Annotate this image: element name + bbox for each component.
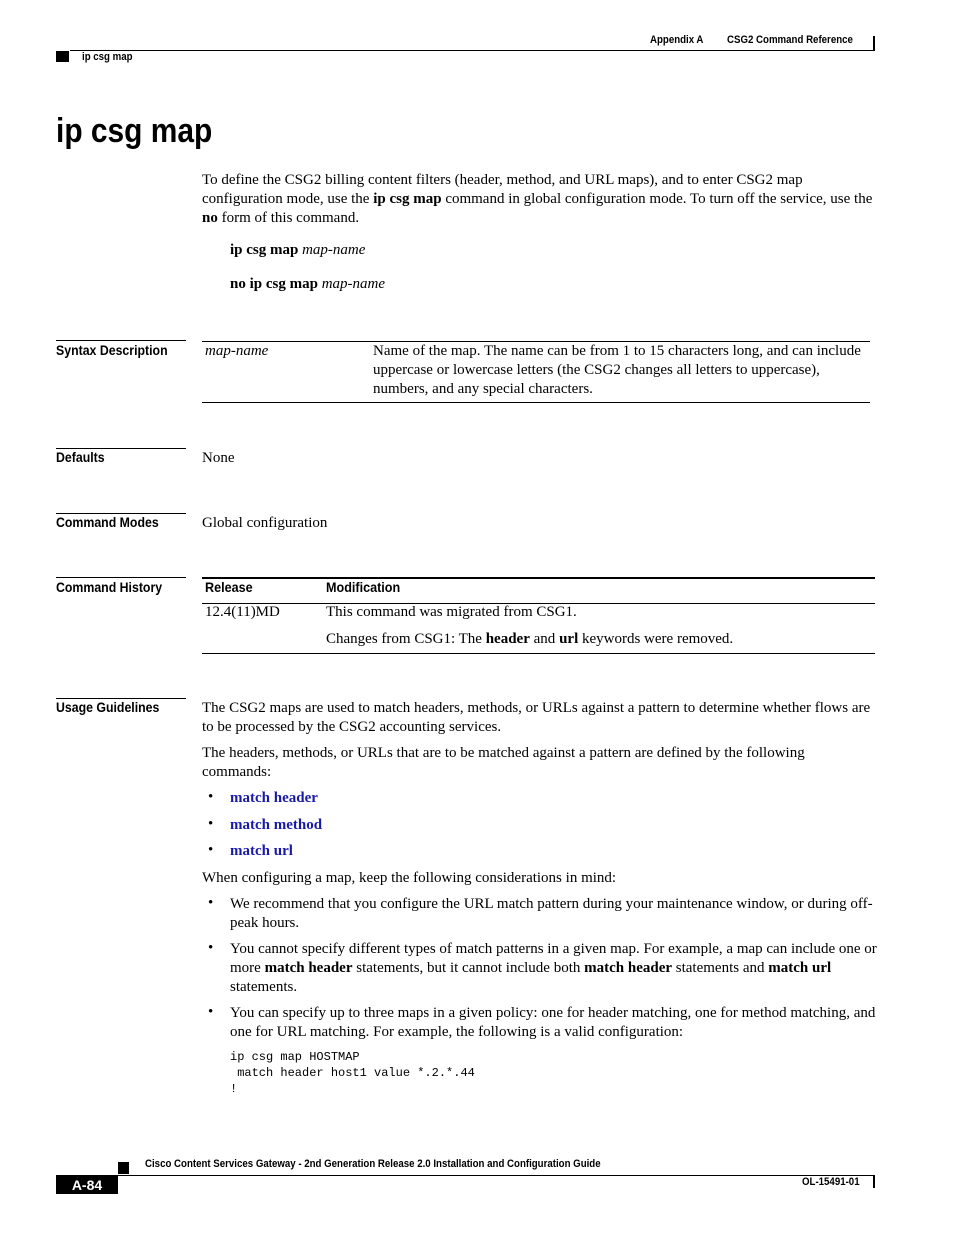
- defaults-value: None: [202, 450, 235, 466]
- header-bar: [873, 36, 875, 51]
- header-appendix: Appendix A: [650, 34, 704, 46]
- consideration-1: We recommend that you configure the URL match pattern during your maintenance window, or during off-peak hours.: [230, 896, 873, 931]
- table-rule: [202, 577, 875, 579]
- header-rule: [70, 50, 875, 51]
- history-header-modification: Modification: [326, 579, 401, 595]
- history-header-release: Release: [205, 579, 253, 595]
- bullet-icon: •: [208, 895, 214, 911]
- code-line-2: match header host1 value *.2.*.44: [230, 1066, 475, 1080]
- usage-paragraph-1: The CSG2 maps are used to match headers, methods, or URLs against a pattern to determine whether flows are to be processed by the CSG2 accounting services.: [202, 700, 871, 735]
- footer-marker: [118, 1162, 129, 1174]
- link-match-method[interactable]: match method: [230, 817, 323, 833]
- consideration-2: You cannot specify different types of match patterns in a given map. For example, a map can include one or more match header statements, but it cannot include both match header statements and match url statements.: [230, 941, 877, 995]
- syntax-arg: map-name: [205, 343, 269, 359]
- table-rule: [202, 653, 875, 654]
- command-modes-value: Global configuration: [202, 515, 328, 531]
- bullet-icon: •: [208, 940, 214, 956]
- page-number: A-84: [56, 1176, 118, 1194]
- bullet-icon: •: [208, 789, 214, 805]
- header-marker: [56, 51, 69, 62]
- syntax-line-2: no ip csg map map-name: [230, 276, 386, 292]
- footer-bar: [873, 1175, 875, 1188]
- section-rule: [56, 577, 186, 578]
- history-mod-1: This command was migrated from CSG1.: [326, 604, 577, 620]
- link-match-url[interactable]: match url: [230, 843, 293, 859]
- header-chapter: CSG2 Command Reference: [727, 34, 853, 46]
- section-defaults: Defaults: [56, 449, 105, 465]
- syntax-desc: Name of the map. The name can be from 1 to 15 characters long, and can include uppercase or lowercase letters (the CSG2 changes all letters to uppercase), numbers, and any special characters.: [373, 343, 861, 397]
- footer-guide-title: Cisco Content Services Gateway - 2nd Generation Release 2.0 Installation and Configuration Guide: [145, 1158, 601, 1170]
- code-line-1: ip csg map HOSTMAP: [230, 1050, 360, 1064]
- syntax-line-1: ip csg map map-name: [230, 242, 366, 258]
- page-title: ip csg map: [56, 112, 213, 150]
- section-usage-guidelines: Usage Guidelines: [56, 699, 160, 715]
- section-syntax-description: Syntax Description: [56, 342, 168, 358]
- running-title: ip csg map: [82, 51, 133, 63]
- code-line-3: !: [230, 1082, 238, 1096]
- section-command-modes: Command Modes: [56, 514, 159, 530]
- intro-paragraph: To define the CSG2 billing content filters (header, method, and URL maps), and to enter CSG2 map configuration mode, use the ip csg map command in global configuration mode. To turn off the service, use the no form of this command.: [202, 172, 873, 226]
- consideration-3: You can specify up to three maps in a given policy: one for header matching, one for method matching, and one for URL matching. For example, the following is a valid configuration:: [230, 1005, 876, 1040]
- bullet-icon: •: [208, 816, 214, 832]
- bullet-icon: •: [208, 842, 214, 858]
- section-command-history: Command History: [56, 579, 163, 595]
- history-mod-2: Changes from CSG1: The header and url keywords were removed.: [326, 631, 734, 647]
- history-release: 12.4(11)MD: [205, 604, 280, 620]
- section-rule: [56, 340, 186, 341]
- usage-paragraph-2: The headers, methods, or URLs that are to be matched against a pattern are defined by the following commands:: [202, 745, 805, 780]
- footer-doc-number: OL-15491-01: [802, 1176, 860, 1188]
- table-rule: [202, 402, 870, 403]
- usage-paragraph-3: When configuring a map, keep the following considerations in mind:: [202, 870, 617, 886]
- link-match-header[interactable]: match header: [230, 790, 318, 806]
- footer-rule: [56, 1175, 875, 1176]
- bullet-icon: •: [208, 1004, 214, 1020]
